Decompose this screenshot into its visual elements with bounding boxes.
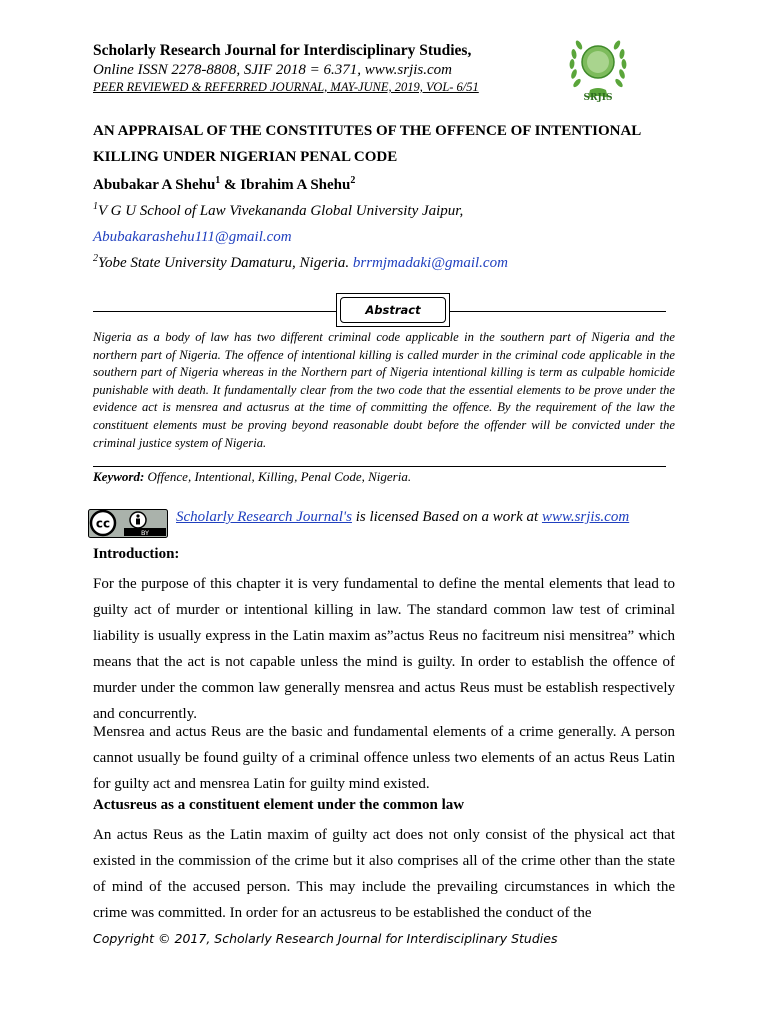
by-icon-text: BY <box>140 529 150 537</box>
author-1-sup: 1 <box>215 175 221 186</box>
actusreus-heading: Actusreus as a constituent element under the common law <box>93 797 465 813</box>
srjis-logo <box>560 34 636 106</box>
keywords-list: Offence, Intentional, Killing, Penal Code, Nigeria. <box>144 469 412 484</box>
logo-text: SRJIS <box>583 93 613 103</box>
license-middle-text: is licensed Based on a work at <box>351 509 542 525</box>
journal-link[interactable]: Scholarly Research Journal's <box>176 509 352 525</box>
abstract-heading-box <box>336 293 450 327</box>
affiliation-1-text: V G U School of Law Vivekananda Global University Jaipur, <box>98 203 464 219</box>
affiliation-2 <box>93 255 508 272</box>
abstract-bottom-rule <box>93 466 666 467</box>
journal-issn-line: Online ISSN 2278-8808, SJIF 2018 = 6.371, www.srjis.com <box>93 62 452 78</box>
actusreus-paragraph: An actus Reus as the Latin maxim of guilty act does not only consist of the physical act that existed in the commission of the crime but it also comprises all of the crime other than the state of mind of the accused person. This may include the prevailing circumstances in which the crime was committed. In order for an actusreus to be established the conduct of the <box>93 827 675 921</box>
journal-name: Scholarly Research Journal for Interdisciplinary Studies, <box>93 42 472 59</box>
cc-icon-text: cc <box>95 516 111 531</box>
affiliation-1 <box>93 203 463 220</box>
affiliation-2-sup: 2 <box>93 253 98 264</box>
journal-peer-line: PEER REVIEWED & REFERRED JOURNAL, MAY-JUNE, 2019, VOL- 6/51 <box>93 80 479 94</box>
affiliation-1-sup: 1 <box>93 201 98 212</box>
introduction-paragraph-1: For the purpose of this chapter it is very fundamental to define the mental elements that lead to guilty act of murder or intentional killing in law. The standard common law test of criminal liability is usually express in the Latin maxim as”actus Reus no facitreum nisi mensitrea” which means that the act is not capable unless the mind is guilty. In order to establish the offence of murder under the common law generally mensrea and actus Reus must be establish respectively and concurrently. <box>93 576 675 722</box>
author-2: Ibrahim A Shehu <box>240 177 351 193</box>
cc-by-license-icon[interactable] <box>88 509 168 538</box>
introduction-heading: Introduction: <box>93 546 180 562</box>
affiliation-2-text: Yobe State University Damaturu, Nigeria. <box>98 255 353 271</box>
author-amp: & <box>220 177 241 193</box>
introduction-paragraph-2: Mensrea and actus Reus are the basic and fundamental elements of a crime generally. A person cannot usually be found guilty of a criminal offence unless two elements of an actus Reus Latin for guilty act and mensrea Latin for guilty mind existed. <box>93 724 675 792</box>
abstract-text: Nigeria as a body of law has two different criminal code applicable in the southern part of Nigeria and the northern part of Nigeria. The offence of intentional killing is called murder in the criminal code applicable in the southern part of Nigeria whereas in the Northern part of Nigeria intentional killing is term as culpable homicide punishable with death. It fundamentally clear from the two code that the essential elements to be prove under the evidence act is mensrea and actusrus at the time of committing the offence. By the requirement of the law the constituent elements must be proving beyond reasonable doubt before the offender will be convicted under the criminal justice system of Nigeria. <box>93 330 675 450</box>
abstract-heading: Abstract <box>340 297 446 323</box>
site-link[interactable]: www.srjis.com <box>541 509 630 525</box>
author-line <box>93 177 355 194</box>
paper-title: AN APPRAISAL OF THE CONSTITUTES OF THE OFFENCE OF INTENTIONAL KILLING UNDER NIGERIAN PENAL CODE <box>93 123 641 165</box>
author-2-sup: 2 <box>350 175 356 186</box>
copyright-footer: Copyright © 2017, Scholarly Research Journal for Interdisciplinary Studies <box>93 931 558 946</box>
license-statement <box>176 509 629 526</box>
keywords-line <box>93 469 411 485</box>
author-1: Abubakar A Shehu <box>93 177 216 193</box>
email-link-1[interactable]: Abubakarashehu111@gmail.com <box>93 229 292 245</box>
email-link-2[interactable]: brrmjmadaki@gmail.com <box>352 255 508 271</box>
keywords-label: Keyword: <box>93 469 145 484</box>
